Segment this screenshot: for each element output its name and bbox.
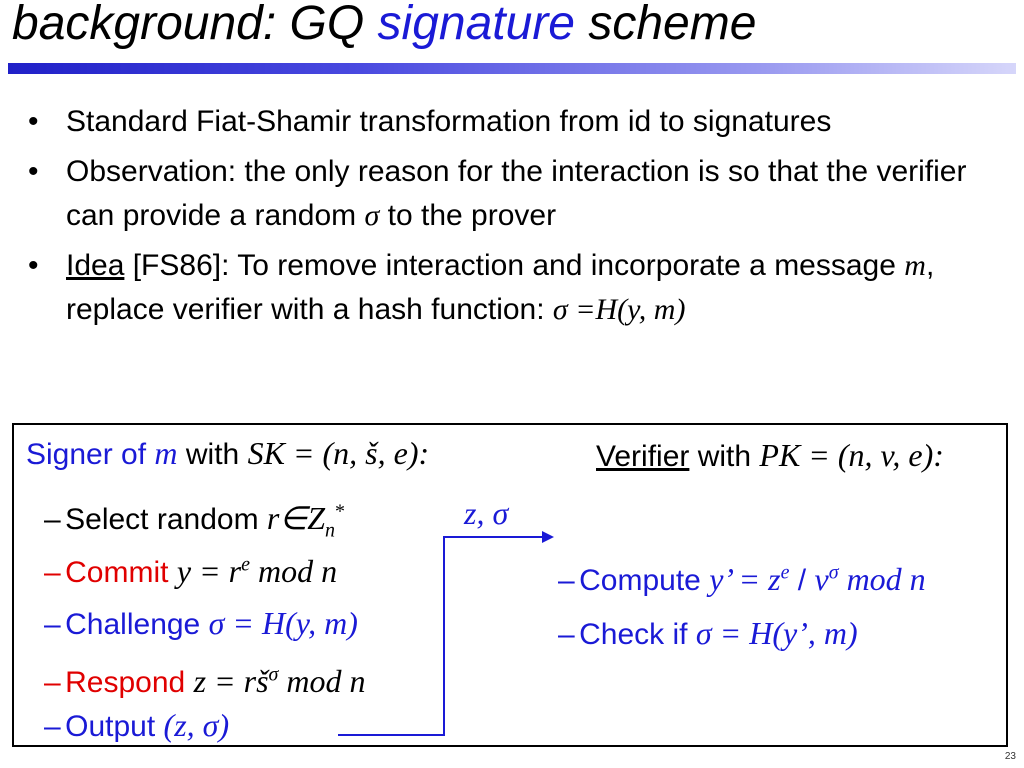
- arrow-label: [464, 495, 508, 532]
- message-m: m: [904, 249, 926, 282]
- bullet-dot-icon: •: [28, 249, 39, 282]
- title-signature-word: signature: [377, 0, 575, 50]
- step-math: v: [814, 561, 829, 597]
- arrow-line: [338, 537, 552, 735]
- step-label: Output: [65, 710, 164, 743]
- dash: –: [558, 618, 575, 651]
- protocol-box: [12, 423, 1008, 747]
- step-math: mod n: [278, 663, 366, 699]
- page-number: 23: [1004, 751, 1016, 762]
- step-check: [558, 615, 858, 652]
- step-math: mod n: [249, 553, 338, 589]
- step-sup: e: [241, 553, 250, 576]
- idea-label: Idea: [66, 249, 125, 282]
- dash: –: [44, 666, 61, 699]
- bullet-item: [28, 150, 998, 238]
- sigma-symbol: σ: [364, 199, 380, 232]
- step-label: Compute: [579, 564, 710, 597]
- arrow-label-text: z, σ: [464, 495, 509, 531]
- step-label: Select random: [65, 503, 267, 536]
- verifier-with: with: [689, 440, 760, 473]
- step-math: (z, σ): [163, 707, 230, 743]
- hash-formula: σ =H(y, m): [552, 293, 686, 326]
- signer-m: m: [154, 435, 178, 471]
- step-math: mod n: [838, 561, 926, 597]
- dash: –: [44, 556, 61, 589]
- title-part3: scheme: [575, 0, 757, 50]
- bullet-list: [28, 100, 998, 338]
- bullet-item: [28, 244, 998, 332]
- step-label: Respond: [65, 666, 194, 699]
- step-label: Commit: [65, 556, 177, 589]
- step-label: Challenge: [65, 608, 209, 641]
- step-sup: e: [780, 561, 790, 584]
- verifier-pk: PK = (n, v, e):: [759, 437, 944, 473]
- step-math: σ = H(y’, m): [695, 615, 858, 651]
- step-slash: /: [789, 564, 815, 597]
- step-math: z = rš: [193, 663, 269, 699]
- bullet-text: to the prover: [379, 199, 557, 232]
- dash: –: [558, 564, 575, 597]
- step-math: σ = H(y, m): [208, 605, 358, 641]
- step-compute: [558, 561, 926, 598]
- bullet-item: [28, 100, 998, 144]
- dash: –: [44, 710, 61, 743]
- bullet-text: [FS86]: To remove interaction and incorporate a message: [124, 249, 905, 282]
- bullet-text: , replace verifier with a hash function:: [66, 249, 935, 326]
- step-math: r∈Z: [266, 500, 326, 536]
- step-sup: *: [335, 500, 346, 523]
- step-math: y = r: [176, 553, 242, 589]
- step-math: y’ = z: [709, 561, 781, 597]
- bullet-dot-icon: •: [28, 155, 39, 188]
- bullet-text: Standard Fiat-Shamir transformation from id to signatures: [66, 105, 832, 138]
- bullet-dot-icon: •: [28, 105, 39, 138]
- signer-with: with: [177, 438, 248, 471]
- dash: –: [44, 608, 61, 641]
- step-sub: n: [325, 519, 336, 542]
- verifier-label: Verifier: [596, 440, 690, 473]
- slide-title: [12, 0, 756, 51]
- arrowhead-icon: [542, 531, 554, 543]
- signer-sk: SK = (n, š, e):: [247, 435, 430, 471]
- dash: –: [44, 503, 61, 536]
- signer-label: Signer of: [26, 438, 155, 471]
- step-sup: σ: [268, 663, 279, 686]
- title-underline-bar: [8, 63, 1016, 74]
- bullet-text: Observation: the only reason for the interaction is so that the verifier can provide a random: [66, 155, 967, 232]
- step-label: Check if: [579, 618, 696, 651]
- step-sup: σ: [828, 561, 839, 584]
- title-part1: background: GQ: [12, 0, 378, 50]
